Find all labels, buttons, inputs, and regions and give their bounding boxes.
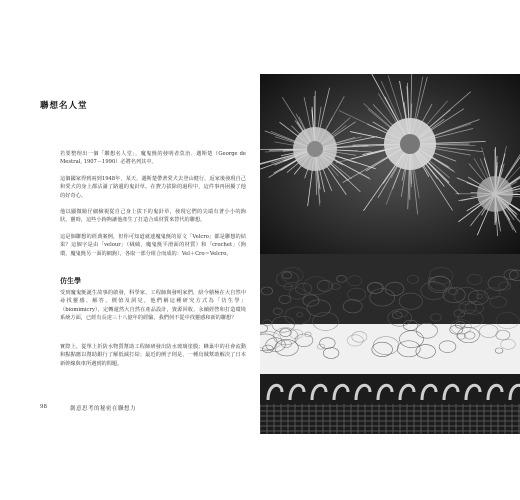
paragraph: 若要整理出一個「聯想名人堂」，魔鬼氈的發明者莫治．邁斯楚（George de Mestral, 1907－1990）必將名列其中。 (60, 151, 246, 166)
velcro-loop-fibers-photo (260, 254, 520, 374)
page-heading: 聯想名人堂 (40, 101, 88, 111)
right-page (260, 74, 520, 434)
section-subheading: 仿生學 (60, 276, 81, 285)
paragraph: 這個國家得到兩到1948年，某天，邁斯楚帶著愛犬去登山健行，返家後發現自己和愛犬的身上都沾滿了路邊的鬼針草。在費力拔除的過程中，這件事再困擾了他的好奇心。 (60, 176, 246, 199)
page-number: 98 (40, 404, 47, 410)
running-title: 創意思考的秘密在聯想力 (70, 406, 137, 412)
burdock-bur-closeup-photo (260, 74, 520, 254)
paragraph: 這是個聯想的經典案例，但你可知道就連魔鬼氈的原文「Velcro」都是聯想的結果？這個字是由「velour」（絨絨，魔鬼氈平滑面的材質）和「crochet」（鉤環，魔鬼氈另一面的網鉤），各取一部分組合而成的：Vel＋Cro＝Velcro。 (60, 234, 246, 257)
paragraph: 受到魔鬼氈誕生故事的啟發，科學家、工程師與發明家們，紛今積極在大自然中尋找靈感、解答，價值及洞見，他們稱這種研究方式為「仿生學」（biomimicry），定轉還然大自然在產品設計，資源回收、永續經營和打造環境系統方面，已經有長達三十八億年的經驗，我們何不從中找靈感和新的聯想？ (60, 290, 246, 322)
paragraph: 實際上，從單上折防水物質幫助工程師研發出防水玻璃塗膜；蜂巢中的社會流動和點點應以幫助銀行了解低減打結；最近的例子則是，一種烏賊幫助解決了日本新幹線與車所遇到的問題。 (60, 344, 246, 367)
velcro-hook-strip-photo (260, 374, 520, 434)
paragraph: 他以顯微鏡仔細檢視從自己身上拔下的鬼針草，發現它們的尖端有著小小的鉤狀，靈時，這些小鉤夠讓他產生了打造合成材質來替代的聯想。 (60, 209, 246, 224)
